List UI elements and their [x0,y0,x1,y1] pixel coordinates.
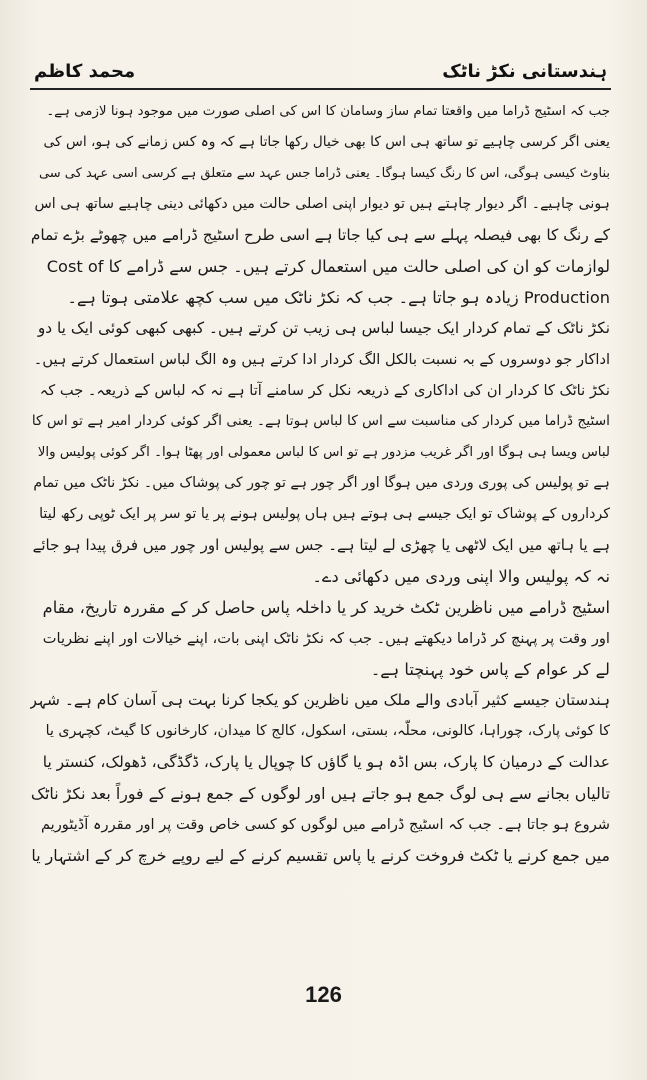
text-line: کے رنگ کا بھی فیصلہ پہلے سے ہی کیا جاتا ہے اسی طرح اسٹیج ڈرامے میں چھوٹے بڑے تمام [30,226,610,244]
text-line: نکڑ ناٹک کے تمام کردار ایک جیسا لباس ہی زیب تن کرتے ہیں۔ کبھی کبھی کوئی ایک یا دو [37,319,610,337]
author-name: محمد کاظم [34,60,136,82]
text-line: شروع ہو جاتا ہے۔ جب کہ اسٹیج ڈرامے میں لوگوں کو کسی خاص وقت پر اور مقررہ آڈیٹوریم [40,816,610,833]
text-line: نہ کہ پولیس والا اپنی وردی میں دکھائی دے۔ [312,567,610,586]
text-line: کرداروں کے پوشاک تو ایک جیسے ہی ہوتے ہیں ہاں پولیس ہونے پر یا تو سر پر ایک ٹوپی رکھ لیتا [39,506,610,522]
page-body-text [30,96,610,871]
text-line: ہونی چاہیے۔ اگر دیوار چاہتے ہیں تو دیوار اپنی اصلی حالت میں دکھائی دینی چاہیے ساتھ ہی اس [34,196,610,212]
text-line: نکڑ ناٹک کا کردار ان کی اداکاری کے ذریعہ نکل کر سامنے آتا ہے نہ کہ لباس کے ذریعہ۔ جب کہ [39,382,610,399]
book-title: ہندستانی نکڑ ناٹک [442,60,607,82]
page-number: 126 [305,982,342,1007]
text-line: عدالت کے درمیان کا پارک، بس اڈہ ہو یا گاؤں کا چوپال یا پارک، ڈگڈگی، ڈھولک، کنستر یا [42,753,610,771]
running-header [34,56,607,86]
text-line: لوازمات کو ان کی اصلی حالت میں استعمال کرتے ہیں۔ جس سے ڈرامے کا Cost of [46,257,610,276]
text-line: لباس ویسا ہی ہوگا اور اگر غریب مزدور ہے تو اس کا لباس معمولی اور پھٹا ہوا۔ اگر کوئی پولیس والا [37,445,610,460]
text-line: تالیاں بجانے سے ہی لوگ جمع ہو جاتے ہیں اور لوگوں کے جمع ہونے کے فوراً بعد نکڑ ناٹک [30,784,610,803]
text-line: اداکار جو دوسروں کے بہ نسبت بالکل الگ کردار ادا کرتے ہیں وہ الگ لباس استعمال کرتے ہیں۔ [33,351,610,368]
text-line: ہے تو پولیس کی پوری وردی میں ہوگا اور اگر چور ہے تو چور کی پوشاک میں۔ نکڑ ناٹک میں تمام [33,475,610,491]
text-line: اسٹیج ڈرامے میں ناظرین ٹکٹ خرید کر یا داخلہ پاس حاصل کر کے مقررہ تاریخ، مقام [42,598,610,617]
header-rule [30,88,611,90]
text-line: ہندستان جیسے کثیر آبادی والے ملک میں ناظرین کو یکجا کرنا بہت ہی آسان کام ہے۔ شہر [30,691,610,709]
text-line: Production زیادہ ہو جاتا ہے۔ جب کہ نکڑ ناٹک میں سب کچھ علامتی ہوتا ہے۔ [67,288,610,307]
text-line: ہے یا ہاتھ میں ایک لاٹھی یا چھڑی لے لیتا ہے۔ جس سے پولیس اور چور میں فرق پیدا ہو جائے [32,536,610,554]
text-line: کا کوئی پارک، چوراہا، کالونی، محلّہ، بستی، اسکول، کالج کا میدان، کارخانوں کا گیٹ، کچہری یا [45,723,610,739]
text-line: جب کہ اسٹیج ڈراما میں واقعتا تمام ساز وسامان کا اس کی اصلی صورت میں موجود ہونا لازمی ہے۔ [46,104,610,119]
text-line: بناوٹ کیسی ہوگی، اس کا رنگ کیسا ہوگا۔ یعنی ڈراما جس عہد سے متعلق ہے کرسی اسی عہد کی سی [38,166,610,181]
text-line: میں جمع کرنے یا ٹکٹ فروخت کرنے یا پاس تقسیم کرنے کے لیے روپے خرچ کر کے اشتہار یا [31,846,610,865]
text-line: اور وقت پر پہنچ کر ڈراما دیکھتے ہیں۔ جب کہ نکڑ ناٹک اپنی بات، اپنے خیالات اور اپنے نظریات [42,630,610,647]
text-line: یعنی اگر کرسی چاہیے تو ساتھ ہی اس کا بھی خیال رکھا جاتا ہے کہ وہ کس زمانے کی ہو، اس کی [43,134,610,150]
text-line: اسٹیج ڈراما میں کردار کی مناسبت سے اس کا لباس ہوتا ہے۔ یعنی اگر کوئی کردار امیر ہے تو اس کا [31,413,610,429]
text-line: لے کر عوام کے پاس خود پہنچتا ہے۔ [370,660,610,679]
